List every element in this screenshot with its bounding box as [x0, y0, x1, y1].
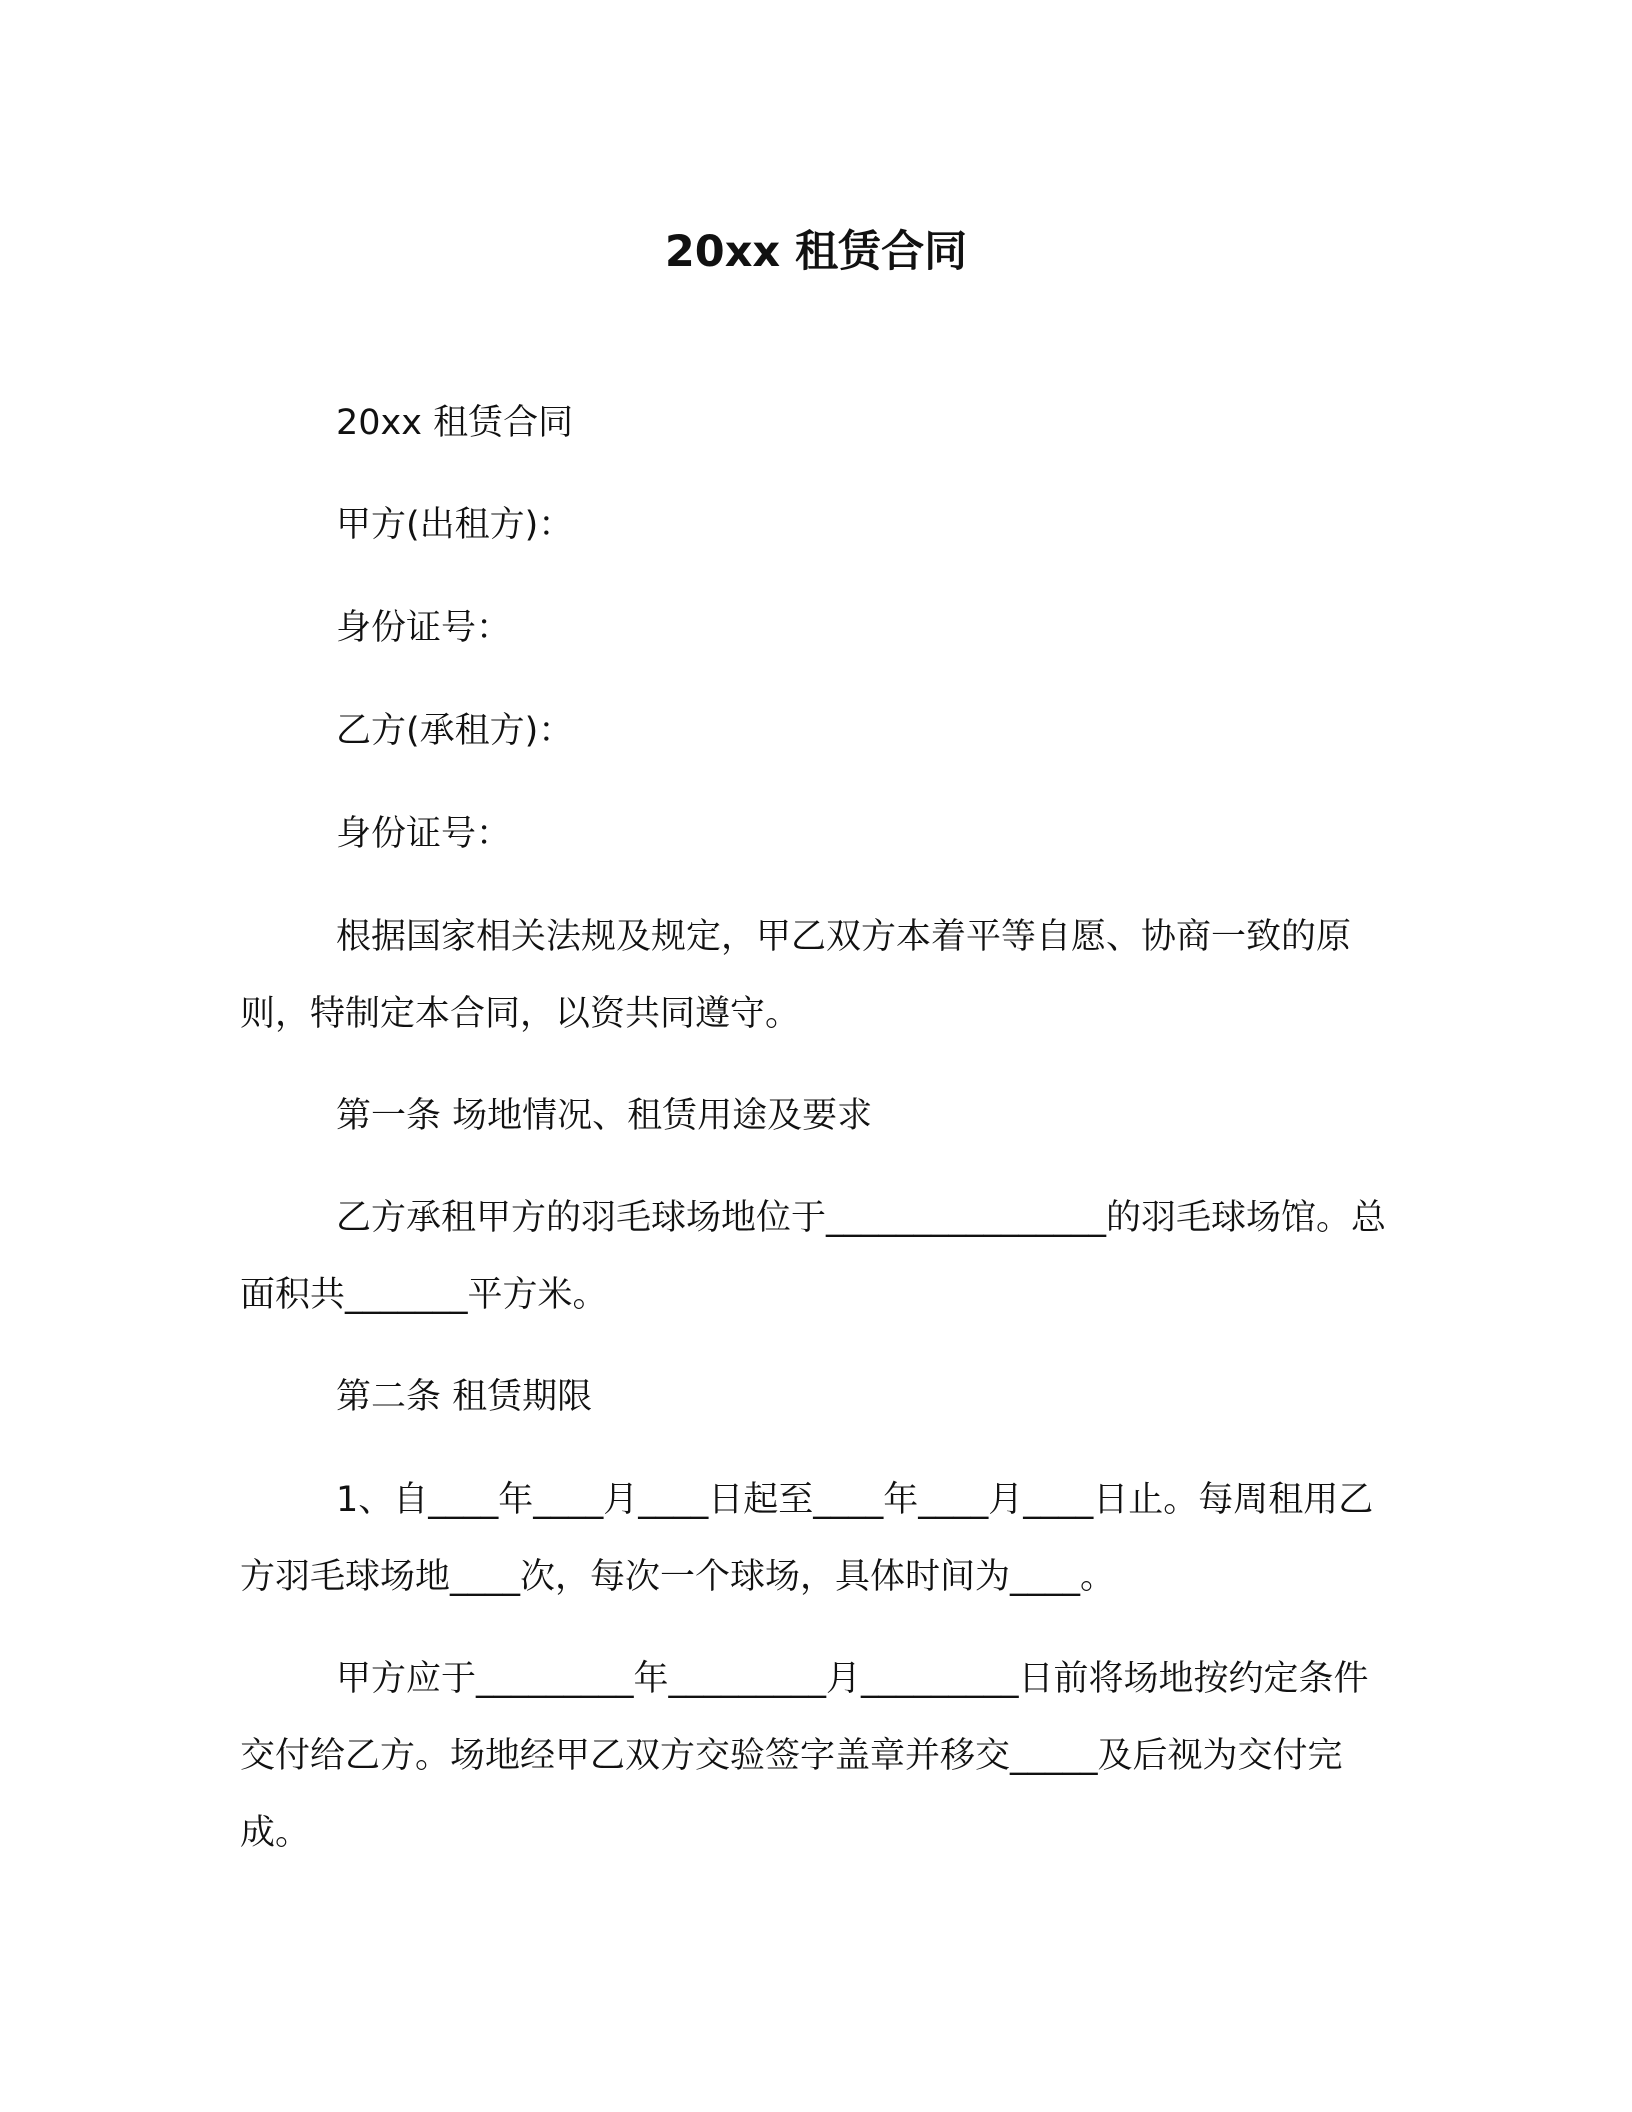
article-two-delivery-clause: 甲方应于_________年_________月_________日前将场地按约定条件交付给乙方。场地经甲乙双方交验签字盖章并移交_____及后视为交付完成。 [240, 1659, 1369, 1853]
article-one-body: 乙方承租甲方的羽毛球场地位于________________的羽毛球场馆。总面积共_______平方米。 [240, 1198, 1387, 1315]
party-b-line: 乙方(承租方)： [336, 711, 574, 751]
article-two-clause-1: 1、自____年____月____日起至____年____月____日止。每周租用乙方羽毛球场地____次，每次一个球场，具体时间为____。 [240, 1480, 1374, 1597]
preamble-paragraph: 根据国家相关法规及规定，甲乙双方本着平等自愿、协商一致的原则，特制定本合同，以资共同遵守。 [240, 917, 1352, 1034]
party-b-id-line: 身份证号： [336, 814, 512, 854]
party-a-id-line: 身份证号： [336, 608, 512, 648]
party-a-line: 甲方(出租方)： [336, 505, 574, 545]
document-title: 20xx 租赁合同 [664, 227, 968, 277]
article-two-heading: 第二条 租赁期限 [336, 1377, 593, 1417]
subtitle-paragraph: 20xx 租赁合同 [336, 403, 574, 443]
article-one-heading: 第一条 场地情况、租赁用途及要求 [336, 1096, 873, 1136]
